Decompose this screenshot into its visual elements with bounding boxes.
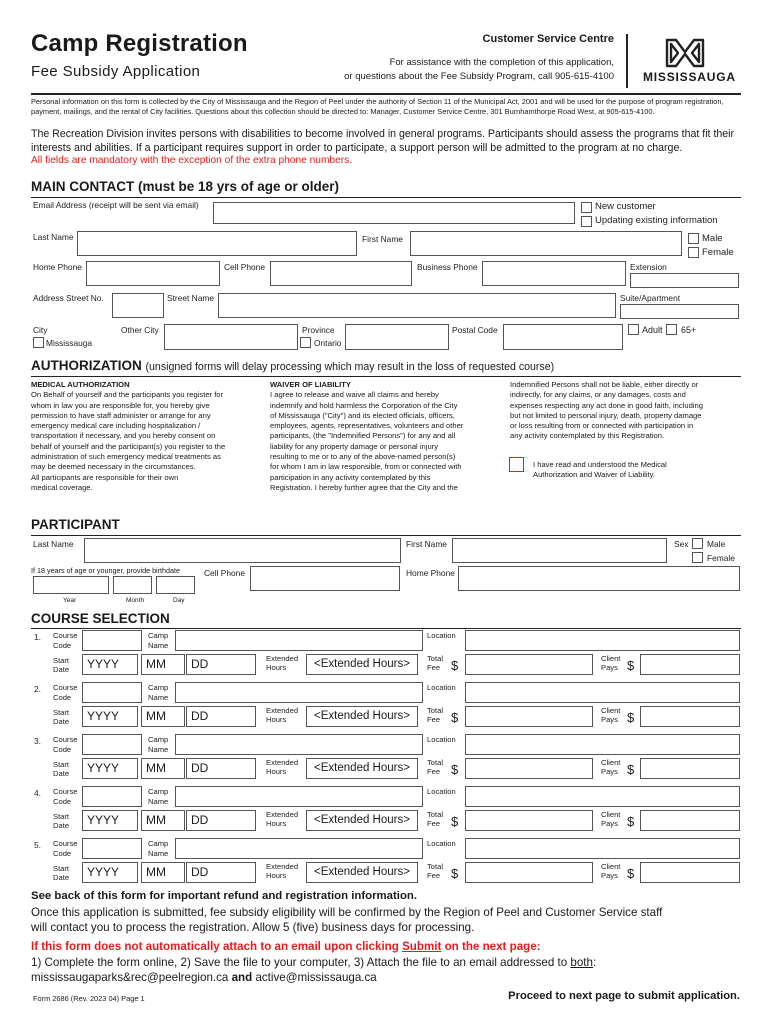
course-selection-heading: COURSE SELECTION — [31, 611, 170, 626]
extended-hours-label-2: Hours — [266, 715, 287, 724]
indemn-line: any activity contemplated by this Registration. — [510, 431, 665, 441]
extended-hours-label-1: Extended — [266, 654, 299, 663]
acknowledge-text — [533, 460, 743, 481]
participant-male-checkbox[interactable] — [692, 538, 703, 549]
total-fee-label-1: Total — [427, 654, 444, 663]
extended-hours-label-1: Extended — [266, 706, 299, 715]
camp-name-input[interactable] — [175, 734, 423, 755]
waiver-line: resulting to me or to any of the above-named person(s) — [270, 452, 456, 462]
client-pays-dollar: $ — [627, 762, 635, 777]
contact-male-label: Male — [702, 233, 723, 244]
camp-name-label-2: Name — [148, 797, 169, 806]
client-pays-label-1: Client — [601, 654, 621, 663]
mandatory-note: All fields are mandatory with the exception of the extra phone numbers. — [31, 155, 353, 166]
location-input[interactable] — [465, 682, 740, 703]
waiver-line: of Mississauga ("City") and its elected officials, officers, — [270, 410, 455, 420]
start-year-input[interactable]: YYYY — [82, 862, 138, 883]
start-day-input[interactable]: DD — [186, 758, 256, 779]
day-caption: Day — [173, 597, 185, 604]
email-input[interactable] — [213, 202, 575, 224]
if-post: on the next page: — [441, 940, 541, 953]
course-code-label-2: Code — [53, 693, 72, 702]
csc-line-2: or questions about the Fee Subsidy Program, call 905-615-4100 — [344, 71, 614, 82]
csc-title: Customer Service Centre — [482, 33, 614, 45]
location-input[interactable] — [465, 734, 740, 755]
course-code-input[interactable] — [82, 786, 142, 807]
camp-name-label-1: Camp — [148, 735, 169, 744]
header-divider — [626, 34, 628, 88]
if-pre: If this form does not automatically attach to an email upon clicking — [31, 940, 403, 953]
email-line — [31, 970, 751, 985]
extended-hours-label-2: Hours — [266, 767, 287, 776]
location-input[interactable] — [465, 838, 740, 859]
location-label: Location — [427, 787, 456, 796]
location-input[interactable] — [465, 630, 740, 651]
medical-line: whom in law you are responsible for, you hereby give — [31, 400, 210, 410]
see-back-note: See back of this form for important refund and registration information. — [31, 890, 418, 902]
start-year-input[interactable]: YYYY — [82, 654, 138, 675]
extended-hours-select[interactable]: <Extended Hours> — [306, 758, 418, 779]
course-code-label-2: Code — [53, 745, 72, 754]
email-label: Email Address (receipt will be sent via email) — [33, 200, 199, 210]
course-code-input[interactable] — [82, 734, 142, 755]
participant-sex-label: Sex — [674, 539, 689, 549]
mississauga-logo-icon — [664, 38, 706, 68]
medical-line: On Behalf of yourself and the participants you register for — [31, 390, 224, 400]
extended-hours-select[interactable]: <Extended Hours> — [306, 862, 418, 883]
city-label: City — [33, 325, 48, 335]
waiver-line: liability for any property damage or personal injury — [270, 441, 438, 451]
course-code-input[interactable] — [82, 838, 142, 859]
last-name-label: Last Name — [33, 232, 74, 242]
steps-text: 1) Complete the form online, 2) Save the file to your computer, 3) Attach the file to an email addressed to — [31, 956, 571, 969]
acknowledge-checkbox[interactable] — [509, 457, 524, 472]
client-pays-label-2: Pays — [601, 663, 618, 672]
ack-line-1: I have read and understood the Medical — [533, 460, 667, 469]
camp-name-input[interactable] — [175, 682, 423, 703]
participant-rule — [31, 535, 741, 536]
page-title: Camp Registration — [31, 30, 248, 57]
extended-hours-select[interactable]: <Extended Hours> — [306, 810, 418, 831]
waiver-line: employees, agents, representatives, volunteers and other — [270, 421, 464, 431]
medical-line: behalf of yourself and the participant(s) you register to the — [31, 441, 226, 451]
client-pays-dollar: $ — [627, 814, 635, 829]
client-pays-input[interactable] — [640, 862, 740, 883]
main-contact-heading: MAIN CONTACT (must be 18 yrs of age or older) — [31, 179, 340, 194]
first-name-label: First Name — [362, 234, 403, 244]
authorization-rule — [31, 376, 741, 377]
intro-text: The Recreation Division invites persons with disabilities to become involved in general programs. Participants should assess the programs that fit their interests and abilities. If a participant requires support in order to participate, a support person will be admitted to the program at no charge. — [31, 128, 735, 154]
postal-code-input[interactable] — [503, 324, 623, 350]
indemn-line: or loss resulting from or connected with participation in — [510, 421, 694, 431]
ontario-label: Ontario — [314, 338, 342, 348]
other-city-label: Other City — [121, 325, 159, 335]
medical-line: All participants are responsible for their own — [31, 472, 179, 482]
waiver-line: Registration. I hereby further agree that the City and the — [270, 482, 458, 492]
medical-line: may be deemed necessary in the circumstances. — [31, 462, 196, 472]
extended-hours-label-2: Hours — [266, 871, 287, 880]
extended-hours-label-2: Hours — [266, 663, 287, 672]
start-date-label-2: Date — [53, 717, 70, 726]
course-code-label-1: Course — [53, 839, 78, 848]
medical-title: MEDICAL AUTHORIZATION — [31, 380, 130, 389]
total-fee-label-2: Fee — [427, 767, 441, 776]
course-code-input[interactable] — [82, 682, 142, 703]
start-date-label-2: Date — [53, 873, 70, 882]
birthdate-label: If 18 years of age or younger, provide birthdate — [31, 566, 181, 575]
course-row-number: 1. — [34, 632, 41, 642]
waiver-line: participants, (the "Indemnified Persons") for any and all — [270, 431, 456, 441]
new-customer-label: New customer — [595, 201, 656, 212]
start-date-label-2: Date — [53, 769, 70, 778]
last-name-input[interactable] — [77, 231, 357, 256]
course-code-input[interactable] — [82, 630, 142, 651]
adult-checkbox[interactable] — [628, 324, 639, 335]
client-pays-label-2: Pays — [601, 715, 618, 724]
csc-contact — [300, 56, 614, 84]
business-phone-input[interactable] — [482, 261, 626, 286]
updating-label: Updating existing information — [595, 215, 718, 226]
extended-hours-label-1: Extended — [266, 810, 299, 819]
start-date-label-1: Start — [53, 812, 70, 821]
total-fee-label-2: Fee — [427, 871, 441, 880]
camp-name-label-1: Camp — [148, 683, 169, 692]
csc-line-1: For assistance with the completion of this application, — [389, 57, 614, 68]
extension-input[interactable] — [630, 273, 739, 288]
course-code-label-2: Code — [53, 849, 72, 858]
participant-heading: PARTICIPANT — [31, 517, 120, 532]
client-pays-label-2: Pays — [601, 871, 618, 880]
total-fee-dollar: $ — [451, 866, 459, 881]
start-month-input[interactable]: MM — [141, 654, 185, 675]
month-caption: Month — [126, 597, 145, 604]
authorization-heading — [31, 358, 554, 373]
contact-male-checkbox[interactable] — [688, 233, 699, 244]
indemn-line: expenses respecting any act done in good faith, including — [510, 400, 703, 410]
header-rule — [31, 93, 741, 95]
total-fee-dollar: $ — [451, 762, 459, 777]
start-date-label-1: Start — [53, 760, 70, 769]
other-city-input[interactable] — [164, 324, 298, 350]
client-pays-input[interactable] — [640, 758, 740, 779]
start-year-input[interactable]: YYYY — [82, 758, 138, 779]
start-month-input[interactable]: MM — [141, 862, 185, 883]
mississauga-checkbox[interactable] — [33, 337, 44, 348]
extended-hours-label-2: Hours — [266, 819, 287, 828]
ack-line-2: Authorization and Waiver of Liability. — [533, 470, 655, 480]
total-fee-input[interactable] — [465, 810, 593, 831]
total-fee-label-1: Total — [427, 862, 444, 871]
page-subtitle: Fee Subsidy Application — [31, 63, 201, 80]
client-pays-dollar: $ — [627, 866, 635, 881]
street-no-label: Address Street No. — [33, 293, 104, 303]
mississauga-label: Mississauga — [46, 338, 93, 348]
camp-name-label-2: Name — [148, 849, 169, 858]
start-day-input[interactable]: DD — [186, 706, 256, 727]
camp-name-label-2: Name — [148, 693, 169, 702]
start-date-label-1: Start — [53, 708, 70, 717]
once-line-1: Once this application is submitted, fee subsidy eligibility will be confirmed by the Region of Peel and Customer Service staff — [31, 906, 663, 919]
contact-female-label: Female — [702, 247, 734, 258]
participant-last-name-input[interactable] — [84, 538, 401, 563]
start-day-input[interactable]: DD — [186, 810, 256, 831]
client-pays-label-1: Client — [601, 706, 621, 715]
course-code-label-1: Course — [53, 787, 78, 796]
medical-line: transportation if necessary, and you hereby consent on — [31, 431, 216, 441]
medical-line: permission to have staff administer or arrange for any — [31, 410, 211, 420]
active-email-link[interactable]: active@mississauga.ca — [255, 971, 377, 984]
indemnified-persons — [510, 380, 745, 442]
submit-word: Submit — [402, 940, 442, 953]
course-code-label-2: Code — [53, 797, 72, 806]
location-label: Location — [427, 631, 456, 640]
cell-phone-input[interactable] — [270, 261, 412, 286]
start-year-input[interactable]: YYYY — [82, 706, 138, 727]
participant-male-label: Male — [707, 539, 726, 549]
birth-day-input[interactable] — [156, 576, 195, 594]
participant-female-label: Female — [707, 553, 735, 563]
total-fee-label-2: Fee — [427, 715, 441, 724]
client-pays-input[interactable] — [640, 810, 740, 831]
home-phone-input[interactable] — [86, 261, 220, 286]
steps-colon: : — [592, 956, 597, 969]
start-month-input[interactable]: MM — [141, 758, 185, 779]
authorization-note: (unsigned forms will delay processing which may result in the loss of requested course) — [145, 361, 555, 373]
waiver-line: indemnify and hold harmless the Corporation of the City — [270, 400, 458, 410]
extended-hours-label-1: Extended — [266, 862, 299, 871]
senior-checkbox[interactable] — [666, 324, 677, 335]
waiver-line: for whom I am in law responsible, from or connected with — [270, 462, 462, 472]
participant-home-input[interactable] — [458, 566, 740, 591]
total-fee-dollar: $ — [451, 710, 459, 725]
authorization-title: AUTHORIZATION — [31, 358, 142, 373]
logo-wordmark: MISSISSAUGA — [643, 70, 736, 84]
waiver-line: I agree to release and waive all claims and hereby — [270, 390, 439, 400]
total-fee-label-2: Fee — [427, 663, 441, 672]
start-month-input[interactable]: MM — [141, 810, 185, 831]
once-submitted-note — [31, 905, 751, 935]
client-pays-input[interactable] — [640, 654, 740, 675]
total-fee-input[interactable] — [465, 706, 593, 727]
start-day-input[interactable]: DD — [186, 654, 256, 675]
birth-month-input[interactable] — [113, 576, 152, 594]
once-line-2: will contact you to process the registration. Allow 5 (five) business days for processing. — [31, 921, 475, 934]
start-date-label-1: Start — [53, 864, 70, 873]
waiver-line: participation in any activity contemplated by this — [270, 472, 431, 482]
camp-name-input[interactable] — [175, 786, 423, 807]
start-date-label-2: Date — [53, 665, 70, 674]
client-pays-dollar: $ — [627, 710, 635, 725]
extended-hours-select[interactable]: <Extended Hours> — [306, 654, 418, 675]
medical-line: medical coverage. — [31, 482, 93, 492]
camp-name-input[interactable] — [175, 630, 423, 651]
participant-last-name-label: Last Name — [33, 539, 74, 549]
province-label: Province — [302, 325, 335, 335]
and-word: and — [228, 971, 256, 984]
total-fee-dollar: $ — [451, 814, 459, 829]
participant-cell-label: Cell Phone — [204, 568, 245, 578]
client-pays-label-2: Pays — [601, 767, 618, 776]
location-label: Location — [427, 683, 456, 692]
medical-line: administration of such emergency medical treatments as — [31, 452, 221, 462]
birth-year-input[interactable] — [33, 576, 109, 594]
client-pays-label-1: Client — [601, 862, 621, 871]
total-fee-input[interactable] — [465, 862, 593, 883]
both-word: both — [570, 956, 593, 969]
start-day-input[interactable]: DD — [186, 862, 256, 883]
participant-first-name-label: First Name — [406, 539, 447, 549]
waiver-title: WAIVER OF LIABILITY — [270, 380, 351, 389]
client-pays-dollar: $ — [627, 658, 635, 673]
form-number: Form 2686 (Rev. 2023 04) Page 1 — [33, 994, 145, 1003]
camp-name-input[interactable] — [175, 838, 423, 859]
home-phone-label: Home Phone — [33, 262, 82, 272]
total-fee-dollar: $ — [451, 658, 459, 673]
extended-hours-select[interactable]: <Extended Hours> — [306, 706, 418, 727]
first-name-input[interactable] — [410, 231, 682, 256]
course-row-number: 4. — [34, 788, 41, 798]
suite-input[interactable] — [620, 304, 739, 319]
street-no-input[interactable] — [112, 293, 164, 318]
course-code-label-1: Course — [53, 735, 78, 744]
client-pays-label-1: Client — [601, 758, 621, 767]
updating-checkbox[interactable] — [581, 216, 592, 227]
camp-name-label-1: Camp — [148, 839, 169, 848]
start-year-input[interactable]: YYYY — [82, 810, 138, 831]
indemn-line: indirectly, for any claims, or any damages, costs and — [510, 390, 686, 400]
waiver-of-liability — [270, 380, 505, 493]
total-fee-label-1: Total — [427, 758, 444, 767]
privacy-notice: Personal information on this form is collected by the City of Mississauga and the Region of Peel under the authority of Section 11 of the Municipal Act, 2001 and will be used for the purpose of program registration, payment, mailings, and the rental of City facilities. Questions about this collection should be directed to: Manager, Customer Service Centre, 301 Burnhamthorpe Road West, at 905-615-4100. — [31, 97, 724, 116]
course-selection-rule — [31, 628, 741, 629]
extension-label: Extension — [630, 262, 667, 272]
suite-label: Suite/Apartment — [620, 293, 681, 303]
course-row-number: 5. — [34, 840, 41, 850]
main-contact-rule — [31, 197, 741, 198]
start-date-label-1: Start — [53, 656, 70, 665]
participant-first-name-input[interactable] — [452, 538, 667, 563]
start-date-label-2: Date — [53, 821, 70, 830]
email-instructions-heading — [31, 940, 541, 953]
ontario-checkbox[interactable] — [300, 337, 311, 348]
senior-label: 65+ — [681, 325, 697, 335]
total-fee-input[interactable] — [465, 654, 593, 675]
course-code-label-1: Course — [53, 631, 78, 640]
street-name-input[interactable] — [218, 293, 616, 318]
location-input[interactable] — [465, 786, 740, 807]
contact-female-checkbox[interactable] — [688, 247, 699, 258]
course-row-number: 2. — [34, 684, 41, 694]
location-label: Location — [427, 839, 456, 848]
client-pays-label-1: Client — [601, 810, 621, 819]
new-customer-checkbox[interactable] — [581, 202, 592, 213]
steps-line — [31, 955, 751, 970]
postal-code-label: Postal Code — [452, 325, 498, 335]
participant-female-checkbox[interactable] — [692, 552, 703, 563]
camp-name-label-2: Name — [148, 641, 169, 650]
year-caption: Year — [63, 597, 77, 604]
province-input[interactable] — [345, 324, 449, 350]
total-fee-label-1: Total — [427, 810, 444, 819]
peel-email-link[interactable]: mississaugaparks&rec@peelregion.ca — [31, 971, 229, 984]
client-pays-label-2: Pays — [601, 819, 618, 828]
camp-name-label-2: Name — [148, 745, 169, 754]
cell-phone-label: Cell Phone — [224, 262, 265, 272]
adult-label: Adult — [642, 325, 663, 335]
indemn-line: but not limited to personal injury, death, property damage — [510, 410, 702, 420]
medical-authorization — [31, 380, 266, 493]
total-fee-label-2: Fee — [427, 819, 441, 828]
total-fee-input[interactable] — [465, 758, 593, 779]
total-fee-label-1: Total — [427, 706, 444, 715]
camp-name-label-1: Camp — [148, 787, 169, 796]
start-month-input[interactable]: MM — [141, 706, 185, 727]
client-pays-input[interactable] — [640, 706, 740, 727]
course-code-label-1: Course — [53, 683, 78, 692]
camp-name-label-1: Camp — [148, 631, 169, 640]
course-row-number: 3. — [34, 736, 41, 746]
business-phone-label: Business Phone — [417, 262, 478, 272]
extended-hours-label-1: Extended — [266, 758, 299, 767]
proceed-note: Proceed to next page to submit application. — [508, 990, 740, 1002]
course-code-label-2: Code — [53, 641, 72, 650]
email-instructions — [31, 955, 751, 985]
participant-cell-input[interactable] — [250, 566, 400, 591]
indemn-line: Indemnified Persons shall not be liable, either directly or — [510, 380, 699, 389]
medical-line: emergency medical care including hospitalization / — [31, 421, 201, 431]
street-name-label: Street Name — [167, 293, 215, 303]
participant-home-label: Home Phone — [406, 568, 455, 578]
location-label: Location — [427, 735, 456, 744]
